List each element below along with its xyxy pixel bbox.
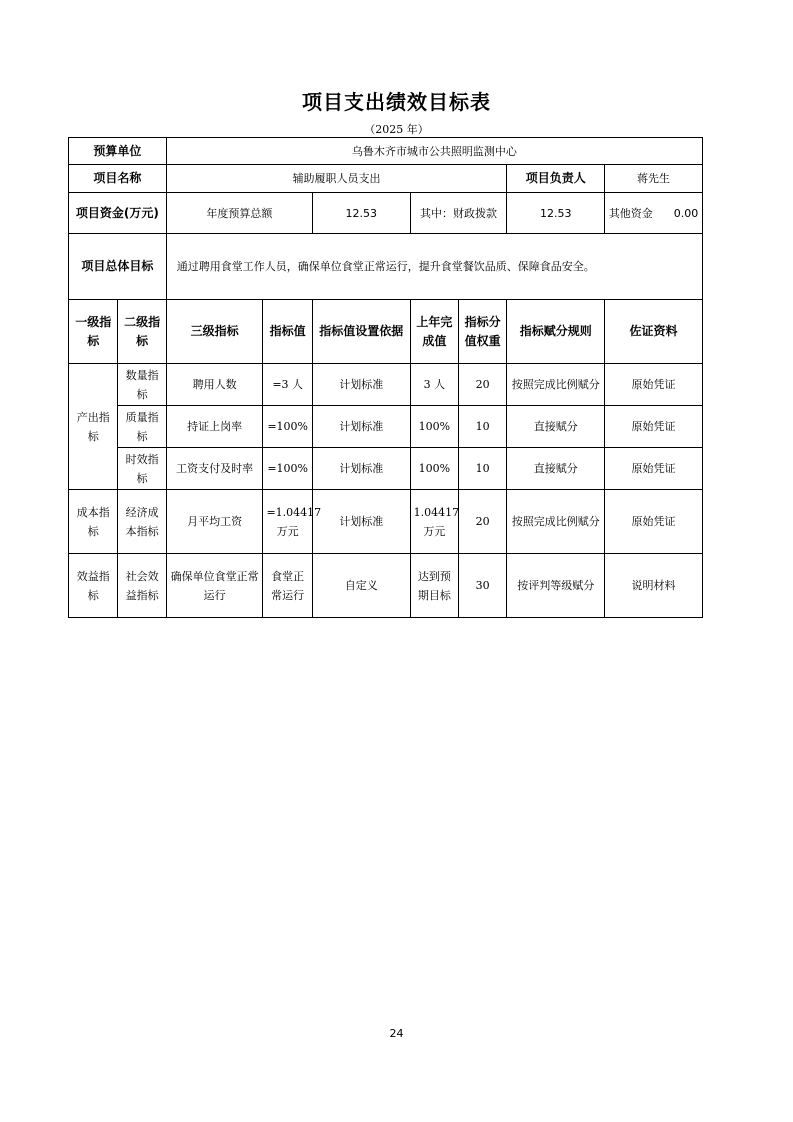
level3-cell: 聘用人数 xyxy=(166,364,263,406)
last-year-cell: 100% xyxy=(410,448,458,490)
header-last-year: 上年完成值 xyxy=(410,300,458,364)
performance-goal-table xyxy=(68,137,703,618)
last-year-cell: 1.04417 万元 xyxy=(410,490,458,554)
group-benefit: 效益指标 xyxy=(69,554,118,618)
rule-cell: 直接赋分 xyxy=(507,448,605,490)
value-cell: =100% xyxy=(263,406,312,448)
owner-value: 蒋先生 xyxy=(605,165,703,193)
evidence-cell: 原始凭证 xyxy=(605,406,703,448)
evidence-cell: 原始凭证 xyxy=(605,364,703,406)
fund-label: 项目资金(万元) xyxy=(69,193,167,234)
weight-cell: 30 xyxy=(459,554,507,618)
last-year-cell: 3 人 xyxy=(410,364,458,406)
budget-total-value: 12.53 xyxy=(312,193,410,234)
header-weight: 指标分值权重 xyxy=(459,300,507,364)
level3-cell: 持证上岗率 xyxy=(166,406,263,448)
header-value: 指标值 xyxy=(263,300,312,364)
owner-label: 项目负责人 xyxy=(507,165,605,193)
basis-cell: 计划标准 xyxy=(312,406,410,448)
table-row xyxy=(69,490,703,554)
table-row xyxy=(69,448,703,490)
other-fund-value: 0.00 xyxy=(673,206,699,220)
goal-label: 项目总体目标 xyxy=(69,234,167,300)
last-year-cell: 达到预期目标 xyxy=(410,554,458,618)
basis-cell: 计划标准 xyxy=(312,490,410,554)
group-cost: 成本指标 xyxy=(69,490,118,554)
goal-text: 通过聘用食堂工作人员，确保单位食堂正常运行，提升食堂餐饮品质、保障食品安全。 xyxy=(166,234,702,300)
header-level3: 三级指标 xyxy=(166,300,263,364)
unit-label: 预算单位 xyxy=(69,138,167,165)
header-row xyxy=(69,300,703,364)
fiscal-label: 其中：财政拨款 xyxy=(410,193,507,234)
header-rule: 指标赋分规则 xyxy=(507,300,605,364)
fund-row xyxy=(69,193,703,234)
evidence-cell: 说明材料 xyxy=(605,554,703,618)
value-cell: =100% xyxy=(263,448,312,490)
rule-cell: 按评判等级赋分 xyxy=(507,554,605,618)
level2-cell: 社会效益指标 xyxy=(118,554,166,618)
project-row xyxy=(69,165,703,193)
budget-total-label: 年度预算总额 xyxy=(166,193,312,234)
level2-cell: 经济成本指标 xyxy=(118,490,166,554)
value-cell: 食堂正常运行 xyxy=(263,554,312,618)
rule-cell: 按照完成比例赋分 xyxy=(507,364,605,406)
header-basis: 指标值设置依据 xyxy=(312,300,410,364)
level3-cell: 确保单位食堂正常运行 xyxy=(166,554,263,618)
level3-cell: 工资支付及时率 xyxy=(166,448,263,490)
weight-cell: 10 xyxy=(459,406,507,448)
page-number: 24 xyxy=(389,1027,404,1040)
level3-cell: 月平均工资 xyxy=(166,490,263,554)
other-fund-cell xyxy=(605,193,703,234)
page-title: 项目支出绩效目标表 xyxy=(302,90,491,114)
evidence-cell: 原始凭证 xyxy=(605,448,703,490)
year-label: （2025 年） xyxy=(364,123,429,136)
goal-row xyxy=(69,234,703,300)
fiscal-value: 12.53 xyxy=(507,193,605,234)
evidence-cell: 原始凭证 xyxy=(605,490,703,554)
project-value: 辅助履职人员支出 xyxy=(166,165,507,193)
basis-cell: 自定义 xyxy=(312,554,410,618)
project-label: 项目名称 xyxy=(69,165,167,193)
weight-cell: 20 xyxy=(459,364,507,406)
basis-cell: 计划标准 xyxy=(312,448,410,490)
rule-cell: 直接赋分 xyxy=(507,406,605,448)
header-level1: 一级指标 xyxy=(69,300,118,364)
basis-cell: 计划标准 xyxy=(312,364,410,406)
unit-value: 乌鲁木齐市城市公共照明监测中心 xyxy=(166,138,702,165)
last-year-cell: 100% xyxy=(410,406,458,448)
weight-cell: 10 xyxy=(459,448,507,490)
level2-cell: 时效指标 xyxy=(118,448,166,490)
table-row xyxy=(69,364,703,406)
table-row xyxy=(69,406,703,448)
header-evidence: 佐证资料 xyxy=(605,300,703,364)
value-cell: =3 人 xyxy=(263,364,312,406)
level2-cell: 质量指标 xyxy=(118,406,166,448)
header-level2: 二级指标 xyxy=(118,300,166,364)
table-row xyxy=(69,554,703,618)
weight-cell: 20 xyxy=(459,490,507,554)
value-cell: =1.04417 万元 xyxy=(263,490,312,554)
level2-cell: 数量指标 xyxy=(118,364,166,406)
other-fund-label: 其他资金 xyxy=(608,206,653,220)
unit-row xyxy=(69,138,703,165)
rule-cell: 按照完成比例赋分 xyxy=(507,490,605,554)
group-output: 产出指标 xyxy=(69,364,118,490)
